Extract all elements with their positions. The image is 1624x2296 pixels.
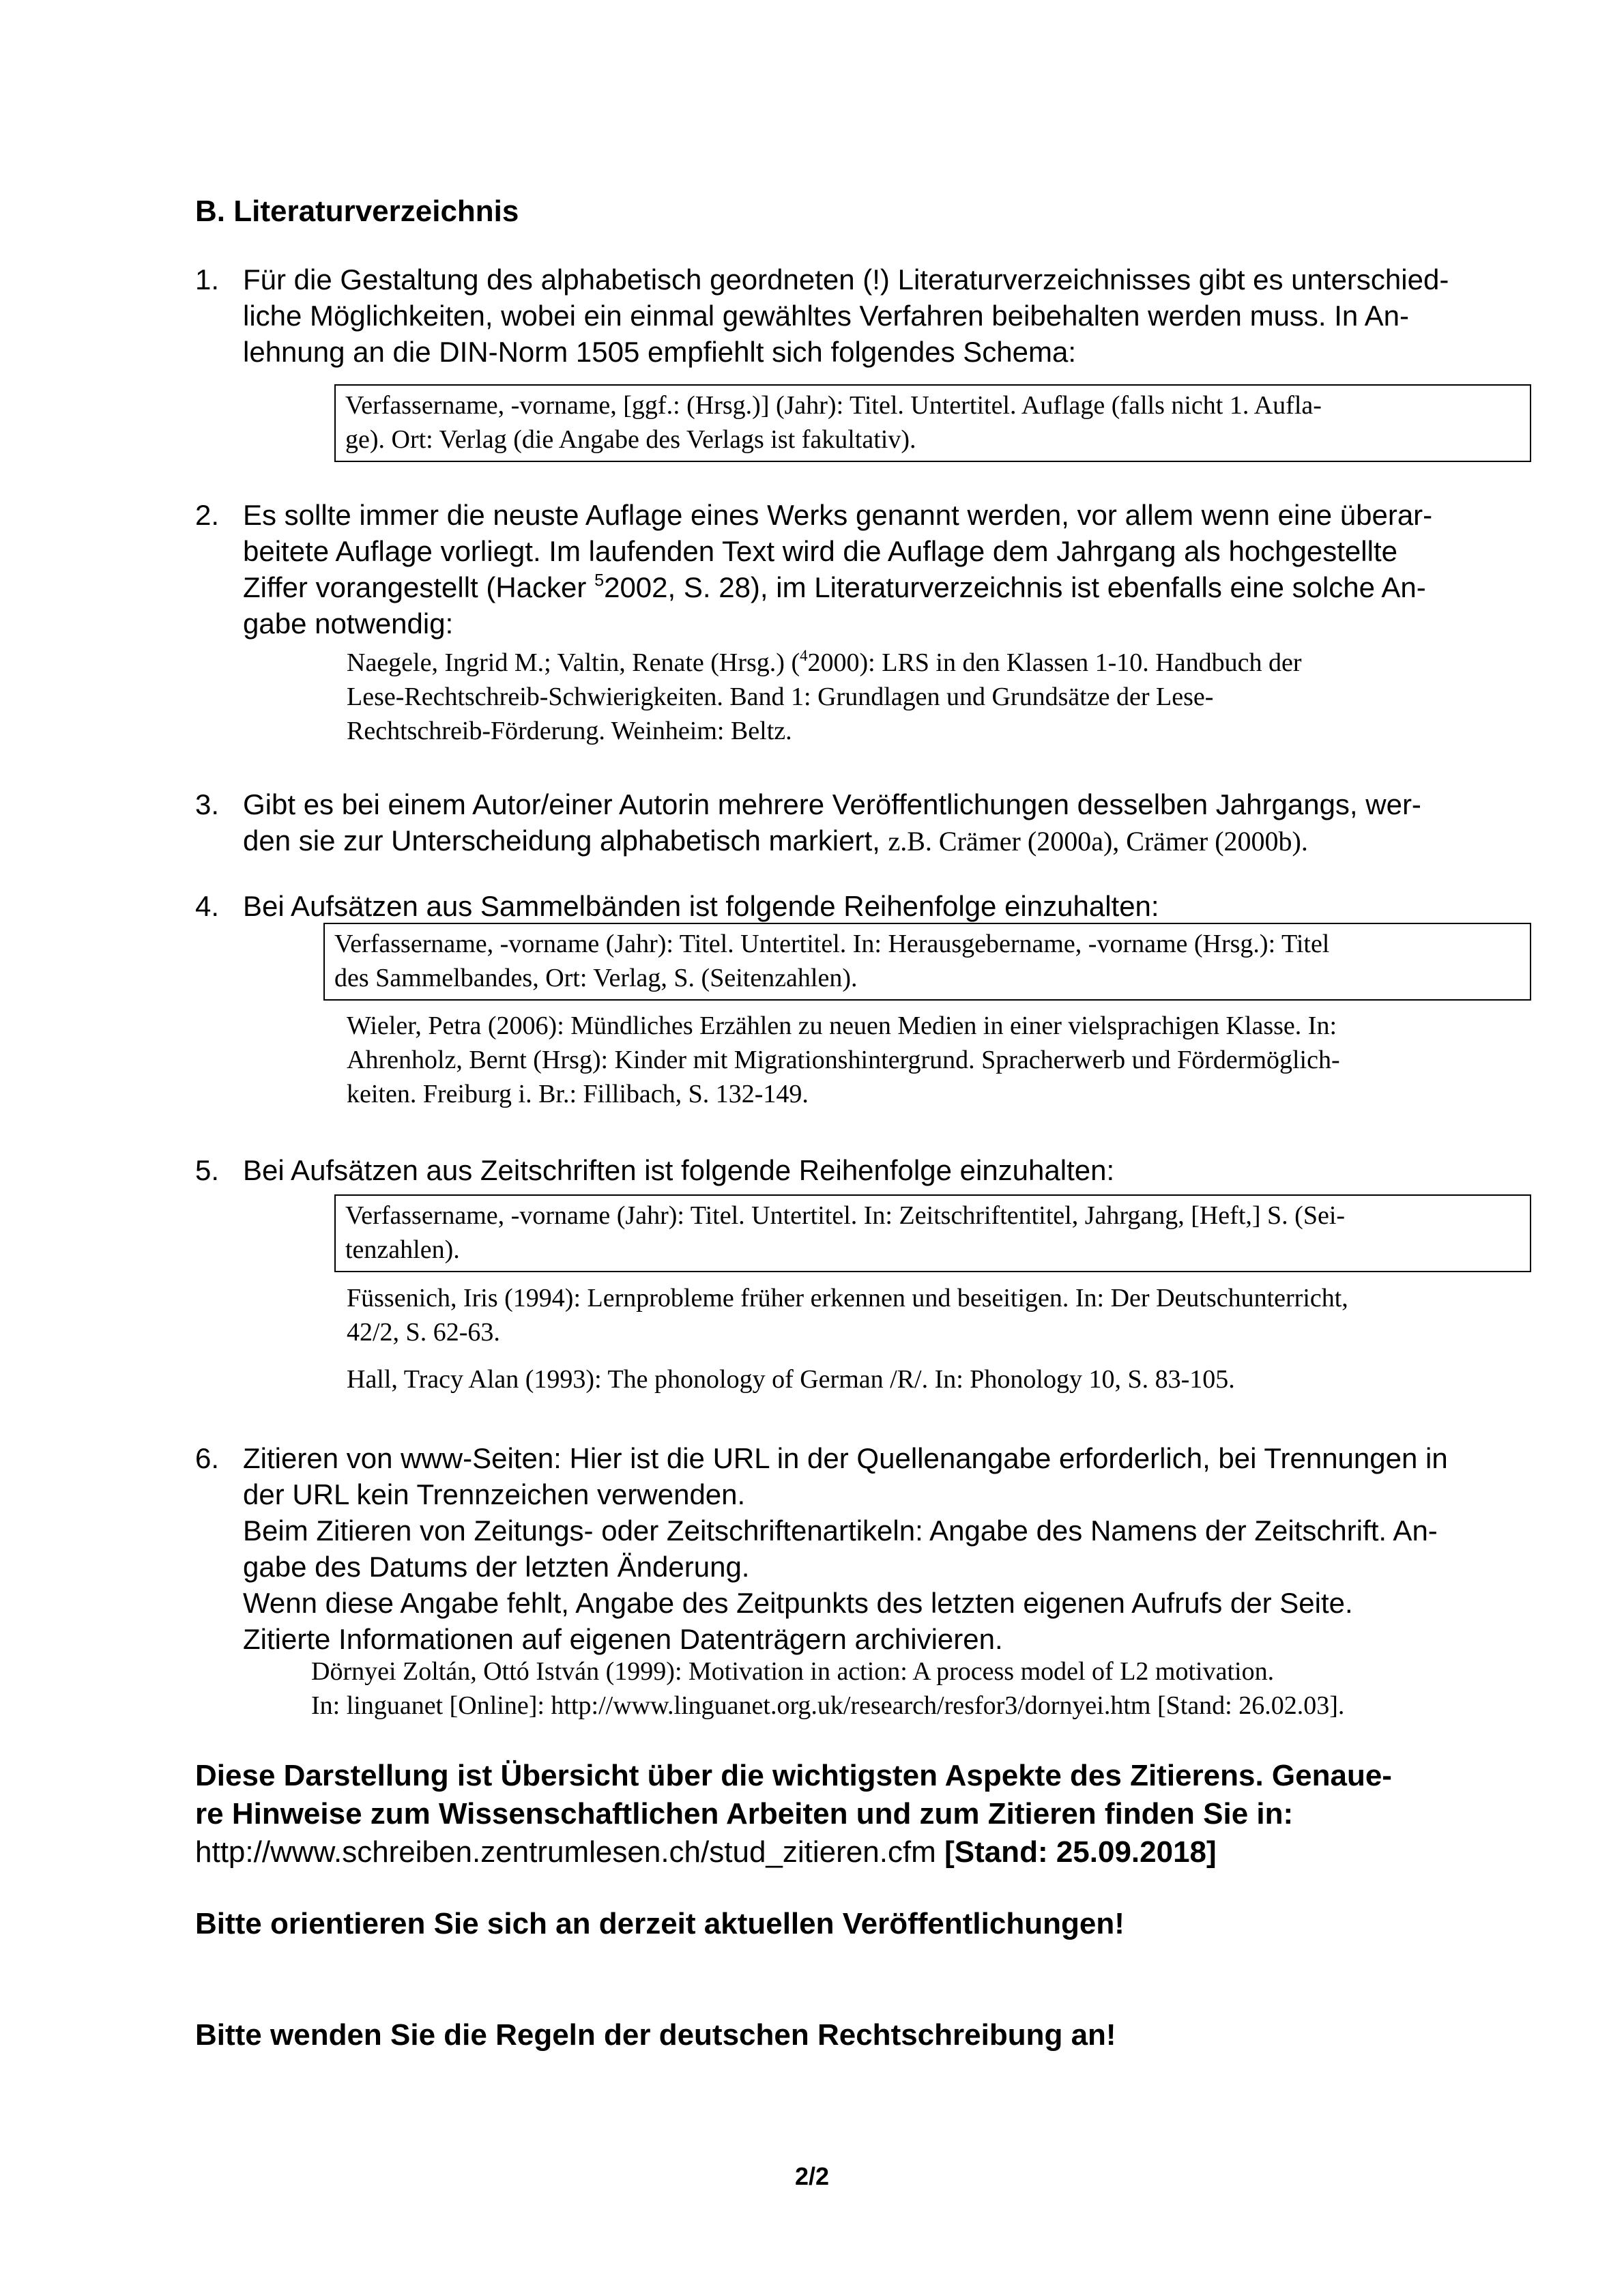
item-text-line: beitete Auflage vorliegt. Im laufenden Text wird die Auflage dem Jahrgang als hochgestellte [243, 535, 1397, 567]
example-citation-wieler [347, 1009, 1520, 1111]
item-text-line: Zitierte Informationen auf eigenen Datenträgern archivieren. [243, 1623, 1003, 1655]
example-line: In: linguanet [Online]: http://www.linguanet.org.uk/research/resfor3/dornyei.htm [Stand: 26.02.03]. [311, 1691, 1345, 1720]
item-text-line: Beim Zitieren von Zeitungs- oder Zeitschriftenartikeln: Angabe des Namens der Zeitschrift. An- [243, 1515, 1438, 1547]
example-line: Naegele, Ingrid M.; Valtin, Renate (Hrsg.) ($^4$2000): LRS in den Klassen 1-10. Handbuch der [347, 647, 1302, 677]
schema-line: ge). Ort: Verlag (die Angabe des Verlags ist fakultativ). [345, 425, 916, 454]
closing-note-publications: Bitte orientieren Sie sich an derzeit aktuellen Veröffentlichungen! [195, 1907, 1125, 1940]
schema-line: Verfassername, -vorname (Jahr): Titel. Untertitel. In: Herausgebername, -vorname (Hrsg.): Titel [334, 930, 1330, 958]
example-line: keiten. Freiburg i. Br.: Fillibach, S. 132-149. [347, 1080, 809, 1108]
example-citation-naegele [347, 646, 1520, 748]
example-line: Wieler, Petra (2006): Mündliches Erzählen zu neuen Medien in einer vielsprachigen Klasse. In: [347, 1011, 1337, 1040]
schema-box-journal [334, 1194, 1531, 1272]
schema-box-anthology [323, 923, 1531, 1001]
example-line: 42/2, S. 62-63. [347, 1318, 500, 1347]
item-text-line: Bei Aufsätzen aus Zeitschriften ist folgende Reihenfolge einzuhalten: [243, 1154, 1115, 1186]
note-line: re Hinweise zum Wissenschaftlichen Arbeiten und zum Zitieren finden Sie in: [195, 1797, 1294, 1831]
item-text-line: liche Möglichkeiten, wobei ein einmal gewähltes Verfahren beibehalten werden muss. In An- [243, 300, 1409, 332]
note-line [195, 1833, 1519, 1871]
item-number: 6. [195, 1442, 220, 1474]
item-number: 4. [195, 890, 220, 922]
item-text-line: den sie zur Unterscheidung alphabetisch markiert, z.B. Crämer (2000a), Crämer (2000b). [243, 824, 1308, 857]
item-number: 3. [195, 788, 220, 820]
reference-url: http://www.schreiben.zentrumlesen.ch/stud_zitieren.cfm [195, 1835, 936, 1869]
item-text-line: gabe des Datums der letzten Änderung. [243, 1551, 750, 1583]
item-text-line: gabe notwendig: [243, 607, 454, 640]
example-line: Füssenich, Iris (1994): Lernprobleme früher erkennen und beseitigen. In: Der Deutschunterricht, [347, 1284, 1348, 1312]
section-heading: B. Literaturverzeichnis [195, 195, 519, 228]
item-number: 2. [195, 499, 220, 531]
item-text-line: Zitieren von www-Seiten: Hier ist die URL in der Quellenangabe erforderlich, bei Trennungen in [243, 1442, 1448, 1474]
page-number: 2/2 [794, 2162, 830, 2190]
item-text-line: Bei Aufsätzen aus Sammelbänden ist folgende Reihenfolge einzuhalten: [243, 890, 1159, 922]
example-line: Ahrenholz, Bernt (Hrsg): Kinder mit Migrationshintergrund. Spracherwerb und Fördermöglich- [347, 1046, 1340, 1074]
example-citation-hall: Hall, Tracy Alan (1993): The phonology of German /R/. In: Phonology 10, S. 83-105. [347, 1365, 1235, 1394]
example-citation-doernyei [311, 1654, 1539, 1723]
closing-note-spelling: Bitte wenden Sie die Regeln der deutschen Rechtschreibung an! [195, 2018, 1116, 2052]
example-citation-fuessenich [347, 1281, 1520, 1349]
note-line: Diese Darstellung ist Übersicht über die wichtigsten Aspekte des Zitierens. Genaue- [195, 1759, 1392, 1792]
example-line: Rechtschreib-Förderung. Weinheim: Beltz. [347, 717, 792, 745]
reference-stand: [Stand: 25.09.2018] [944, 1835, 1217, 1869]
item-text-line: Gibt es bei einem Autor/einer Autorin mehrere Veröffentlichungen desselben Jahrgangs, wer- [243, 788, 1421, 820]
item-text-line: Ziffer vorangestellt (Hacker $^5$2002, S. 28), im Literaturverzeichnis ist ebenfalls eine solche An- [243, 571, 1426, 603]
example-line: Lese-Rechtschreib-Schwierigkeiten. Band 1: Grundlagen und Grundsätze der Lese- [347, 683, 1214, 711]
schema-line: Verfassername, -vorname (Jahr): Titel. Untertitel. In: Zeitschriftentitel, Jahrgang, [Heft,] S. (Sei- [345, 1201, 1346, 1230]
item-text-line: lehnung an die DIN-Norm 1505 empfiehlt sich folgendes Schema: [243, 336, 1077, 368]
schema-box-monograph [334, 384, 1531, 462]
schema-line: des Sammelbandes, Ort: Verlag, S. (Seitenzahlen). [334, 964, 858, 992]
item-number: 1. [195, 263, 220, 296]
example-line: Dörnyei Zoltán, Ottó István (1999): Motivation in action: A process model of L2 motivation. [311, 1657, 1275, 1686]
closing-note-references [195, 1757, 1519, 1871]
item-text-line: der URL kein Trennzeichen verwenden. [243, 1478, 746, 1510]
item-text-line: Für die Gestaltung des alphabetisch geordneten (!) Literaturverzeichnisses gibt es unterschied- [243, 263, 1449, 296]
item-text-line: Wenn diese Angabe fehlt, Angabe des Zeitpunkts des letzten eigenen Aufrufs der Seite. [243, 1587, 1353, 1619]
item-number: 5. [195, 1154, 220, 1186]
schema-line: Verfassername, -vorname, [ggf.: (Hrsg.)] (Jahr): Titel. Untertitel. Auflage (falls nicht 1. Aufla- [345, 391, 1322, 420]
schema-line: tenzahlen). [345, 1235, 460, 1264]
item-text-line: Es sollte immer die neuste Auflage eines Werks genannt werden, vor allem wenn eine überar- [243, 499, 1433, 531]
